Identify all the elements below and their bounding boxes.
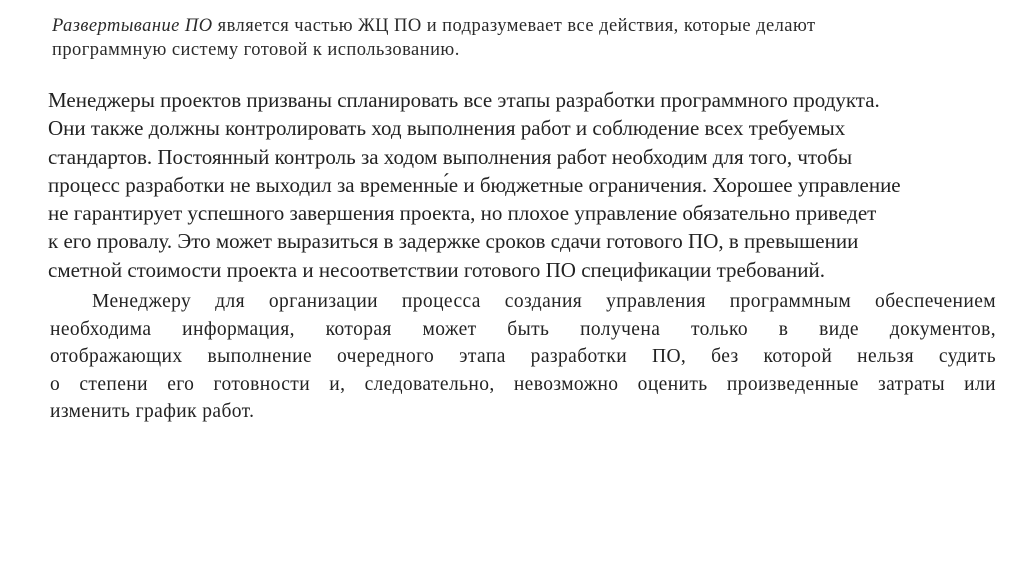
text-line: необходима информация, которая может быть получена только в виде документов, [50,318,996,340]
text-line: стандартов. Постоянный контроль за ходом выполнения работ необходим для того, чтобы [48,144,853,169]
text-line: процесс разработки не выходил за временны́е и бюджетные ограничения. Хорошее управление [48,172,901,197]
text-line: сметной стоимости проекта и несоответствии готового ПО спецификации требований. [48,257,825,282]
text-line: Менеджеры проектов призваны спланировать все этапы разработки программного продукта. [48,88,880,112]
text-line: Менеджеру для организации процесса создания управления программным обеспечением [92,291,996,312]
deployment-definition-line1: является частью ЖЦ ПО и подразумевает все действия, которые делают [212,16,816,36]
text-line: отображающих выполнение очередного этапа разработки ПО, без которой нельзя судить [50,346,996,367]
manager-information-paragraph [50,288,996,426]
text-line: изменить график работ. [50,401,255,422]
text-line: о степени его готовности и, следовательно, невозможно оценить произведенные затраты или [50,373,996,395]
text-line: Они также должны контролировать ход выполнения работ и соблюдение всех требуемых [48,116,846,141]
deployment-definition-paragraph [52,14,982,62]
text-line: не гарантирует успешного завершения проекта, но плохое управление обязательно приведет [48,201,877,226]
project-managers-paragraph [48,86,993,284]
deployment-term: Развертывание ПО [52,16,213,36]
deployment-definition-line2: программную систему готовой к использованию. [52,40,460,60]
text-line: к его провалу. Это может выразиться в задержке сроков сдачи готового ПО, в превышении [48,229,859,254]
